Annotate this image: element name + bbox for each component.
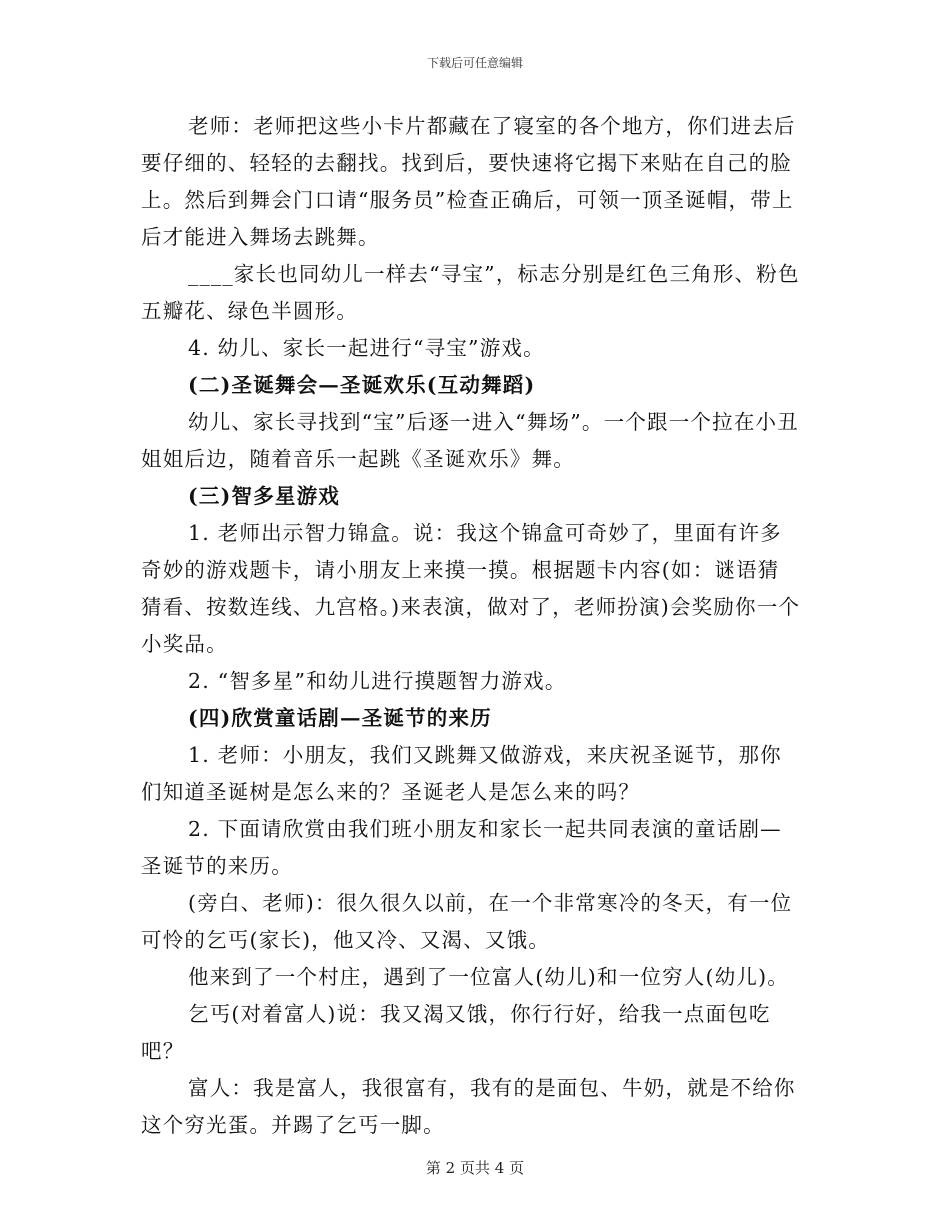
section-heading: (四)欣赏童话剧—圣诞节的来历 (188, 706, 492, 730)
page-header: 下载后可任意编辑 (426, 56, 523, 70)
paragraph: 老师：老师把这些小卡片都藏在了寝室的各个地方，你们进去后要仔细的、轻轻的去翻找。找到后，要快速将它揭下来贴在自己的脸上。然后到舞会门口请“服务员”检查正确后，可领一顶圣诞帽，带上后才能进入舞场去跳舞。 (141, 114, 796, 249)
list-item: 2. “智多星”和幼儿进行摸题智力游戏。 (188, 669, 567, 693)
paragraph: 他来到了一个村庄，遇到了一位富人(幼儿)和一位穷人(幼儿)。 (188, 965, 789, 989)
document-body (141, 108, 801, 1144)
page-footer: 第 2 页共 4 页 (425, 1159, 525, 1177)
paragraph: 幼儿、家长寻找到“宝”后逐一进入“舞场”。一个跟一个拉在小丑姐姐后边，随着音乐一起跳《圣诞欢乐》舞。 (141, 410, 799, 471)
list-item: 1. 老师：小朋友，我们又跳舞又做游戏，来庆祝圣诞节，那你们知道圣诞树是怎么来的？圣诞老人是怎么来的吗？ (141, 743, 782, 804)
section-heading: (三)智多星游戏 (188, 484, 340, 508)
list-item: 2. 下面请欣赏由我们班小朋友和家长一起共同表演的童话剧—圣诞节的来历。 (141, 817, 782, 878)
paragraph: 富人：我是富人，我很富有，我有的是面包、牛奶，就是不给你这个穷光蛋。并踢了乞丐一脚。 (141, 1076, 796, 1137)
paragraph: ____家长也同幼儿一样去“寻宝”，标志分别是红色三角形、粉色五瓣花、绿色半圆形。 (141, 262, 800, 323)
paragraph: 乞丐(对着富人)说：我又渴又饿，你行行好，给我一点面包吃吧？ (141, 1002, 771, 1063)
list-item: 1. 老师出示智力锦盒。说：我这个锦盒可奇妙了，里面有许多奇妙的游戏题卡，请小朋友上来摸一摸。根据题卡内容(如：谜语猜猜看、按数连线、九宫格。)来表演，做对了，老师扮演)会奖励你一个小奖品。 (141, 521, 801, 656)
list-item: 4. 幼儿、家长一起进行“寻宝”游戏。 (188, 336, 545, 360)
paragraph: (旁白、老师)：很久很久以前，在一个非常寒冷的冬天，有一位可怜的乞丐(家长)，他又冷、又渴、又饿。 (141, 891, 793, 952)
section-heading: (二)圣诞舞会—圣诞欢乐(互动舞蹈) (188, 373, 536, 397)
